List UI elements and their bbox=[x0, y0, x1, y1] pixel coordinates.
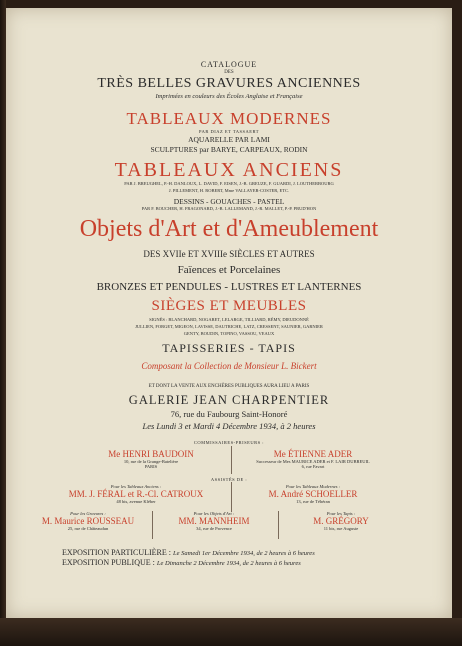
expert-address: 34, rue de Provence bbox=[196, 526, 232, 531]
expert-name: M. André SCHOELLER bbox=[268, 489, 358, 499]
expert-feral-catroux bbox=[46, 484, 226, 504]
tableaux-modernes-title: TABLEAUX MODERNES bbox=[126, 109, 332, 128]
sale-dates: Les Lundi 3 et Mardi 4 Décembre 1934, à 2 heures bbox=[142, 421, 316, 431]
galerie-title: GALERIE JEAN CHARPENTIER bbox=[128, 393, 330, 407]
bronzes-line: BRONZES ET PENDULES - LUSTRES ET LANTERNES bbox=[96, 281, 362, 293]
divider bbox=[152, 511, 153, 539]
expert-address: 48 bis, avenue Kléber bbox=[116, 499, 156, 504]
expert-specialty: Pour les Tableaux Modernes : bbox=[285, 484, 341, 489]
divider bbox=[231, 482, 232, 512]
expert-rousseau bbox=[28, 511, 148, 531]
exposition-publique-text: Le Dimanche 2 Décembre 1934, de 2 heures à 6 heures bbox=[156, 560, 301, 567]
exposition-publique-label: EXPOSITION PUBLIQUE : bbox=[62, 558, 155, 567]
catalogue-heading: CATALOGUE bbox=[200, 60, 258, 69]
expert-name: MM. MANNHEIM bbox=[178, 516, 250, 526]
commissaire-baudoin bbox=[86, 449, 216, 469]
objets-art-title: Objets d'Art et d'Ameublement bbox=[79, 216, 379, 242]
exposition-publique bbox=[62, 558, 301, 567]
expert-mannheim bbox=[158, 511, 270, 531]
aquarelle-line: AQUARELLE PAR LAMI bbox=[188, 135, 270, 144]
tableaux-anciens-artists-2: J. PILLEMENT, H. ROBERT, Mme VALLAYER-COSTER, ETC. bbox=[168, 188, 290, 193]
expert-schoeller bbox=[238, 484, 388, 504]
commissaire-city: PARIS bbox=[144, 464, 158, 469]
commissaire-successor: Successeur de Mes MAURICE ADER et F. LAIR DUBREUIL bbox=[256, 459, 370, 464]
expert-name: M. Maurice ROUSSEAU bbox=[41, 516, 135, 526]
tableaux-anciens-title: TABLEAUX ANCIENS bbox=[114, 159, 344, 181]
faiences-line: Faïences et Porcelaines bbox=[177, 264, 281, 276]
commissaire-name: Me HENRI BAUDOIN bbox=[108, 449, 194, 459]
gravures-subtitle: Imprimées en couleurs des Écoles Anglaise et Française bbox=[155, 93, 303, 100]
dessins-artists: PAR F. BOUCHER, H. FRAGONARD, J.-B. LALLEMAND, J.-R. MALLET, P.-P. PRUD'HON bbox=[141, 206, 317, 211]
catalogue-page bbox=[6, 8, 452, 618]
expert-specialty: Pour les Gravures : bbox=[70, 511, 106, 516]
book-bottom-edge bbox=[0, 618, 462, 646]
gravures-title: TRÈS BELLES GRAVURES ANCIENNES bbox=[97, 76, 361, 91]
expert-specialty: Pour les Objets d'Art : bbox=[193, 511, 235, 516]
sculptures-line: SCULPTURES par BARYE, CARPEAUX, RODIN bbox=[150, 145, 308, 154]
signes-line-1: SIGNÉS : BLANCHARD, NOGARET, LELARGE, TILLIARD, RÉMY, DIEUDONNÉ bbox=[149, 317, 309, 322]
divider bbox=[231, 446, 232, 474]
des-label: DES bbox=[224, 70, 234, 75]
dessins-line: DESSINS - GOUACHES - PASTEL bbox=[173, 197, 285, 206]
expert-name: M. GRÉGORY bbox=[313, 516, 369, 526]
expert-gregory bbox=[286, 511, 396, 531]
expert-specialty: Pour les Tableaux Anciens : bbox=[110, 484, 162, 489]
commissaire-address: 6, rue Favart bbox=[301, 464, 325, 469]
expert-address: 25, rue de Châteaudun bbox=[67, 526, 109, 531]
collection-line: Composant la Collection de Monsieur L. Bickert bbox=[141, 361, 317, 371]
exposition-particuliere bbox=[62, 548, 315, 557]
galerie-address: 76, rue du Faubourg Saint-Honoré bbox=[170, 409, 288, 419]
tapisseries-line: TAPISSERIES - TAPIS bbox=[162, 341, 296, 355]
siecles-line: DES XVIIe ET XVIIIe SIÈCLES ET AUTRES bbox=[143, 249, 315, 259]
commissaire-address: 10, rue de la Grange-Batelière bbox=[123, 459, 179, 464]
tableaux-anciens-artists-1: PAR J. BREUGHEL, P.-H. DANLOUX, L. DAVID, F. EISEN, J.-B. GREUZE, F. GUARDI, J. LOUTHERBOURG bbox=[124, 181, 334, 186]
signes-line-3: GENTY, BOUDIN, TOPINO, VASSOU, VEAUX bbox=[183, 331, 275, 336]
expert-name: MM. J. FÉRAL et R.-Cl. CATROUX bbox=[68, 489, 204, 499]
exposition-particuliere-text: Le Samedi 1er Décembre 1934, de 2 heures à 6 heures bbox=[173, 550, 315, 557]
expert-specialty: Pour les Tapis : bbox=[326, 511, 356, 516]
commissaire-ader bbox=[238, 449, 388, 469]
assistes-heading: ASSISTÉS DE : bbox=[210, 477, 248, 482]
commissaire-name: Me ÉTIENNE ADER bbox=[273, 449, 353, 459]
divider bbox=[278, 511, 279, 539]
exposition-particuliere-label: EXPOSITION PARTICULIÈRE : bbox=[62, 548, 172, 557]
commissaires-heading: COMMISSAIRES-PRISEURS : bbox=[193, 440, 265, 445]
vente-line: ET DONT LA VENTE AUX ENCHÈRES PUBLIQUES AURA LIEU A PARIS bbox=[148, 384, 310, 389]
sieges-title: SIÈGES ET MEUBLES bbox=[151, 298, 307, 314]
expert-address: 13, rue de Téhéran bbox=[296, 499, 330, 504]
tableaux-modernes-artists: PAR DIAZ ET TASSAERT bbox=[199, 129, 259, 134]
signes-line-2: JULLIEN, FORGET, MIGEON, LAVISSE, DAUTRICHE, LATZ, CRESSENT, SAUNIER, GARNIER bbox=[135, 324, 323, 329]
expert-address: 11 bis, rue Auguste bbox=[323, 526, 359, 531]
